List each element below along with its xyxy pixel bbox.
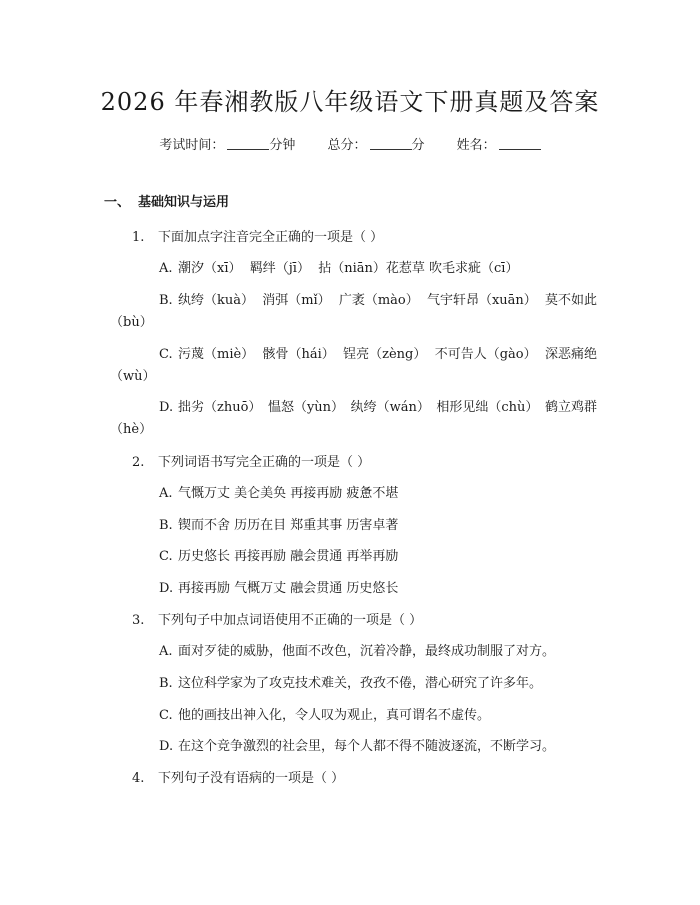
q1-option-c-wrap: （wù） [110, 369, 156, 384]
option-part: 吹毛求疵（cī） [429, 261, 519, 276]
total-score-field [327, 134, 424, 153]
option-part: 污蔑（miè） [178, 347, 255, 362]
option-part: 潮汐（xī） [178, 261, 242, 276]
question-text: 下列词语书写完全正确的一项是（ ） [158, 455, 371, 470]
total-score-blank [370, 137, 412, 150]
option-letter: D. [159, 739, 174, 754]
q3-option-a [159, 640, 555, 659]
option-letter: A. [159, 486, 173, 501]
q1-option-d [159, 396, 597, 415]
option-part: 愠怒（yùn） [267, 400, 345, 415]
option-text: 他的画技出神入化，令人叹为观止，真可谓名不虚传。 [178, 708, 491, 723]
option-letter: D. [159, 400, 174, 415]
exam-time-blank [227, 137, 269, 150]
option-letter: D. [159, 581, 174, 596]
question-1 [132, 226, 383, 245]
option-letter: A. [159, 261, 173, 276]
option-part: 气宇轩昂（xuān） [426, 293, 537, 308]
exam-time-field [159, 134, 295, 153]
q1-option-a [159, 257, 518, 276]
q3-option-d [159, 735, 555, 754]
section-number: 一、 [104, 195, 131, 210]
option-letter: A. [159, 644, 173, 659]
option-text: 历史悠长 再接再励 融会贯通 再举再励 [178, 549, 399, 564]
option-part: 拙劣（zhuō） [178, 400, 262, 415]
total-score-label: 总分： [327, 138, 367, 153]
q1-option-d-wrap: （hè） [110, 422, 153, 437]
option-part: 鹤立鸡群 [544, 400, 597, 415]
option-part: 相形见绌（chù） [436, 400, 539, 415]
option-part: 骸骨（hái） [262, 347, 335, 362]
option-text: 再接再励 气概万丈 融会贯通 历史悠长 [178, 581, 399, 596]
option-part: 拈（niān）花惹草 [318, 261, 425, 276]
exam-time-unit: 分钟 [269, 138, 296, 153]
page-title: 2026 年春湘教版八年级语文下册真题及答案 [100, 88, 600, 116]
option-letter: B. [159, 518, 173, 533]
q3-option-c [159, 704, 490, 723]
question-text: 下列句子没有语病的一项是（ ） [158, 771, 345, 786]
name-label: 姓名： [456, 138, 496, 153]
option-part: 纨绔（wán） [350, 400, 430, 415]
q2-option-b [159, 514, 398, 533]
q1-option-b [159, 289, 597, 308]
total-score-unit: 分 [411, 138, 425, 153]
option-part: 纨绔（kuà） [178, 293, 255, 308]
option-part: 广袤（mào） [338, 293, 419, 308]
q2-option-c [159, 545, 398, 564]
question-number: 3. [132, 613, 145, 628]
question-number: 1. [132, 230, 145, 245]
option-letter: C. [159, 708, 173, 723]
question-2 [132, 451, 370, 470]
option-letter: C. [159, 347, 173, 362]
name-field [457, 134, 541, 153]
question-text: 下面加点字注音完全正确的一项是（ ） [158, 230, 384, 245]
option-part: 不可告人（gào） [434, 347, 537, 362]
exam-time-label: 考试时间： [159, 138, 225, 153]
q2-option-a [159, 482, 398, 501]
option-text: 这位科学家为了攻克技术难关，孜孜不倦，潜心研究了许多年。 [178, 676, 543, 691]
option-part: 羁绊（jī） [249, 261, 310, 276]
question-3 [132, 609, 422, 628]
name-blank [499, 137, 541, 150]
option-text: 气慨万丈 美仑美奂 再接再励 疲惫不堪 [178, 486, 399, 501]
question-number: 2. [132, 455, 145, 470]
option-letter: B. [159, 293, 173, 308]
q1-option-c [159, 343, 597, 362]
option-letter: B. [159, 676, 173, 691]
option-text: 锲而不舍 历历在目 郑重其事 历害卓著 [178, 518, 399, 533]
option-part: 消弭（mǐ） [262, 293, 331, 308]
option-part: 深恶痛绝 [544, 347, 597, 362]
exam-meta-row [0, 134, 700, 153]
question-number: 4. [132, 771, 145, 786]
q3-option-b [159, 672, 542, 691]
section-title-text: 基础知识与运用 [138, 195, 230, 210]
option-letter: C. [159, 549, 173, 564]
option-part: 锃亮（zèng） [343, 347, 427, 362]
q2-option-d [159, 577, 398, 596]
option-part: 莫不如此 [544, 293, 597, 308]
question-text: 下列句子中加点词语使用不正确的一项是（ ） [158, 613, 423, 628]
option-text: 面对歹徒的威胁，他面不改色，沉着冷静，最终成功制服了对方。 [178, 644, 556, 659]
option-text: 在这个竞争激烈的社会里，每个人都不得不随波逐流，不断学习。 [178, 739, 556, 754]
section-heading [104, 191, 229, 210]
q1-option-b-wrap: （bù） [110, 315, 153, 330]
question-4 [132, 767, 344, 786]
